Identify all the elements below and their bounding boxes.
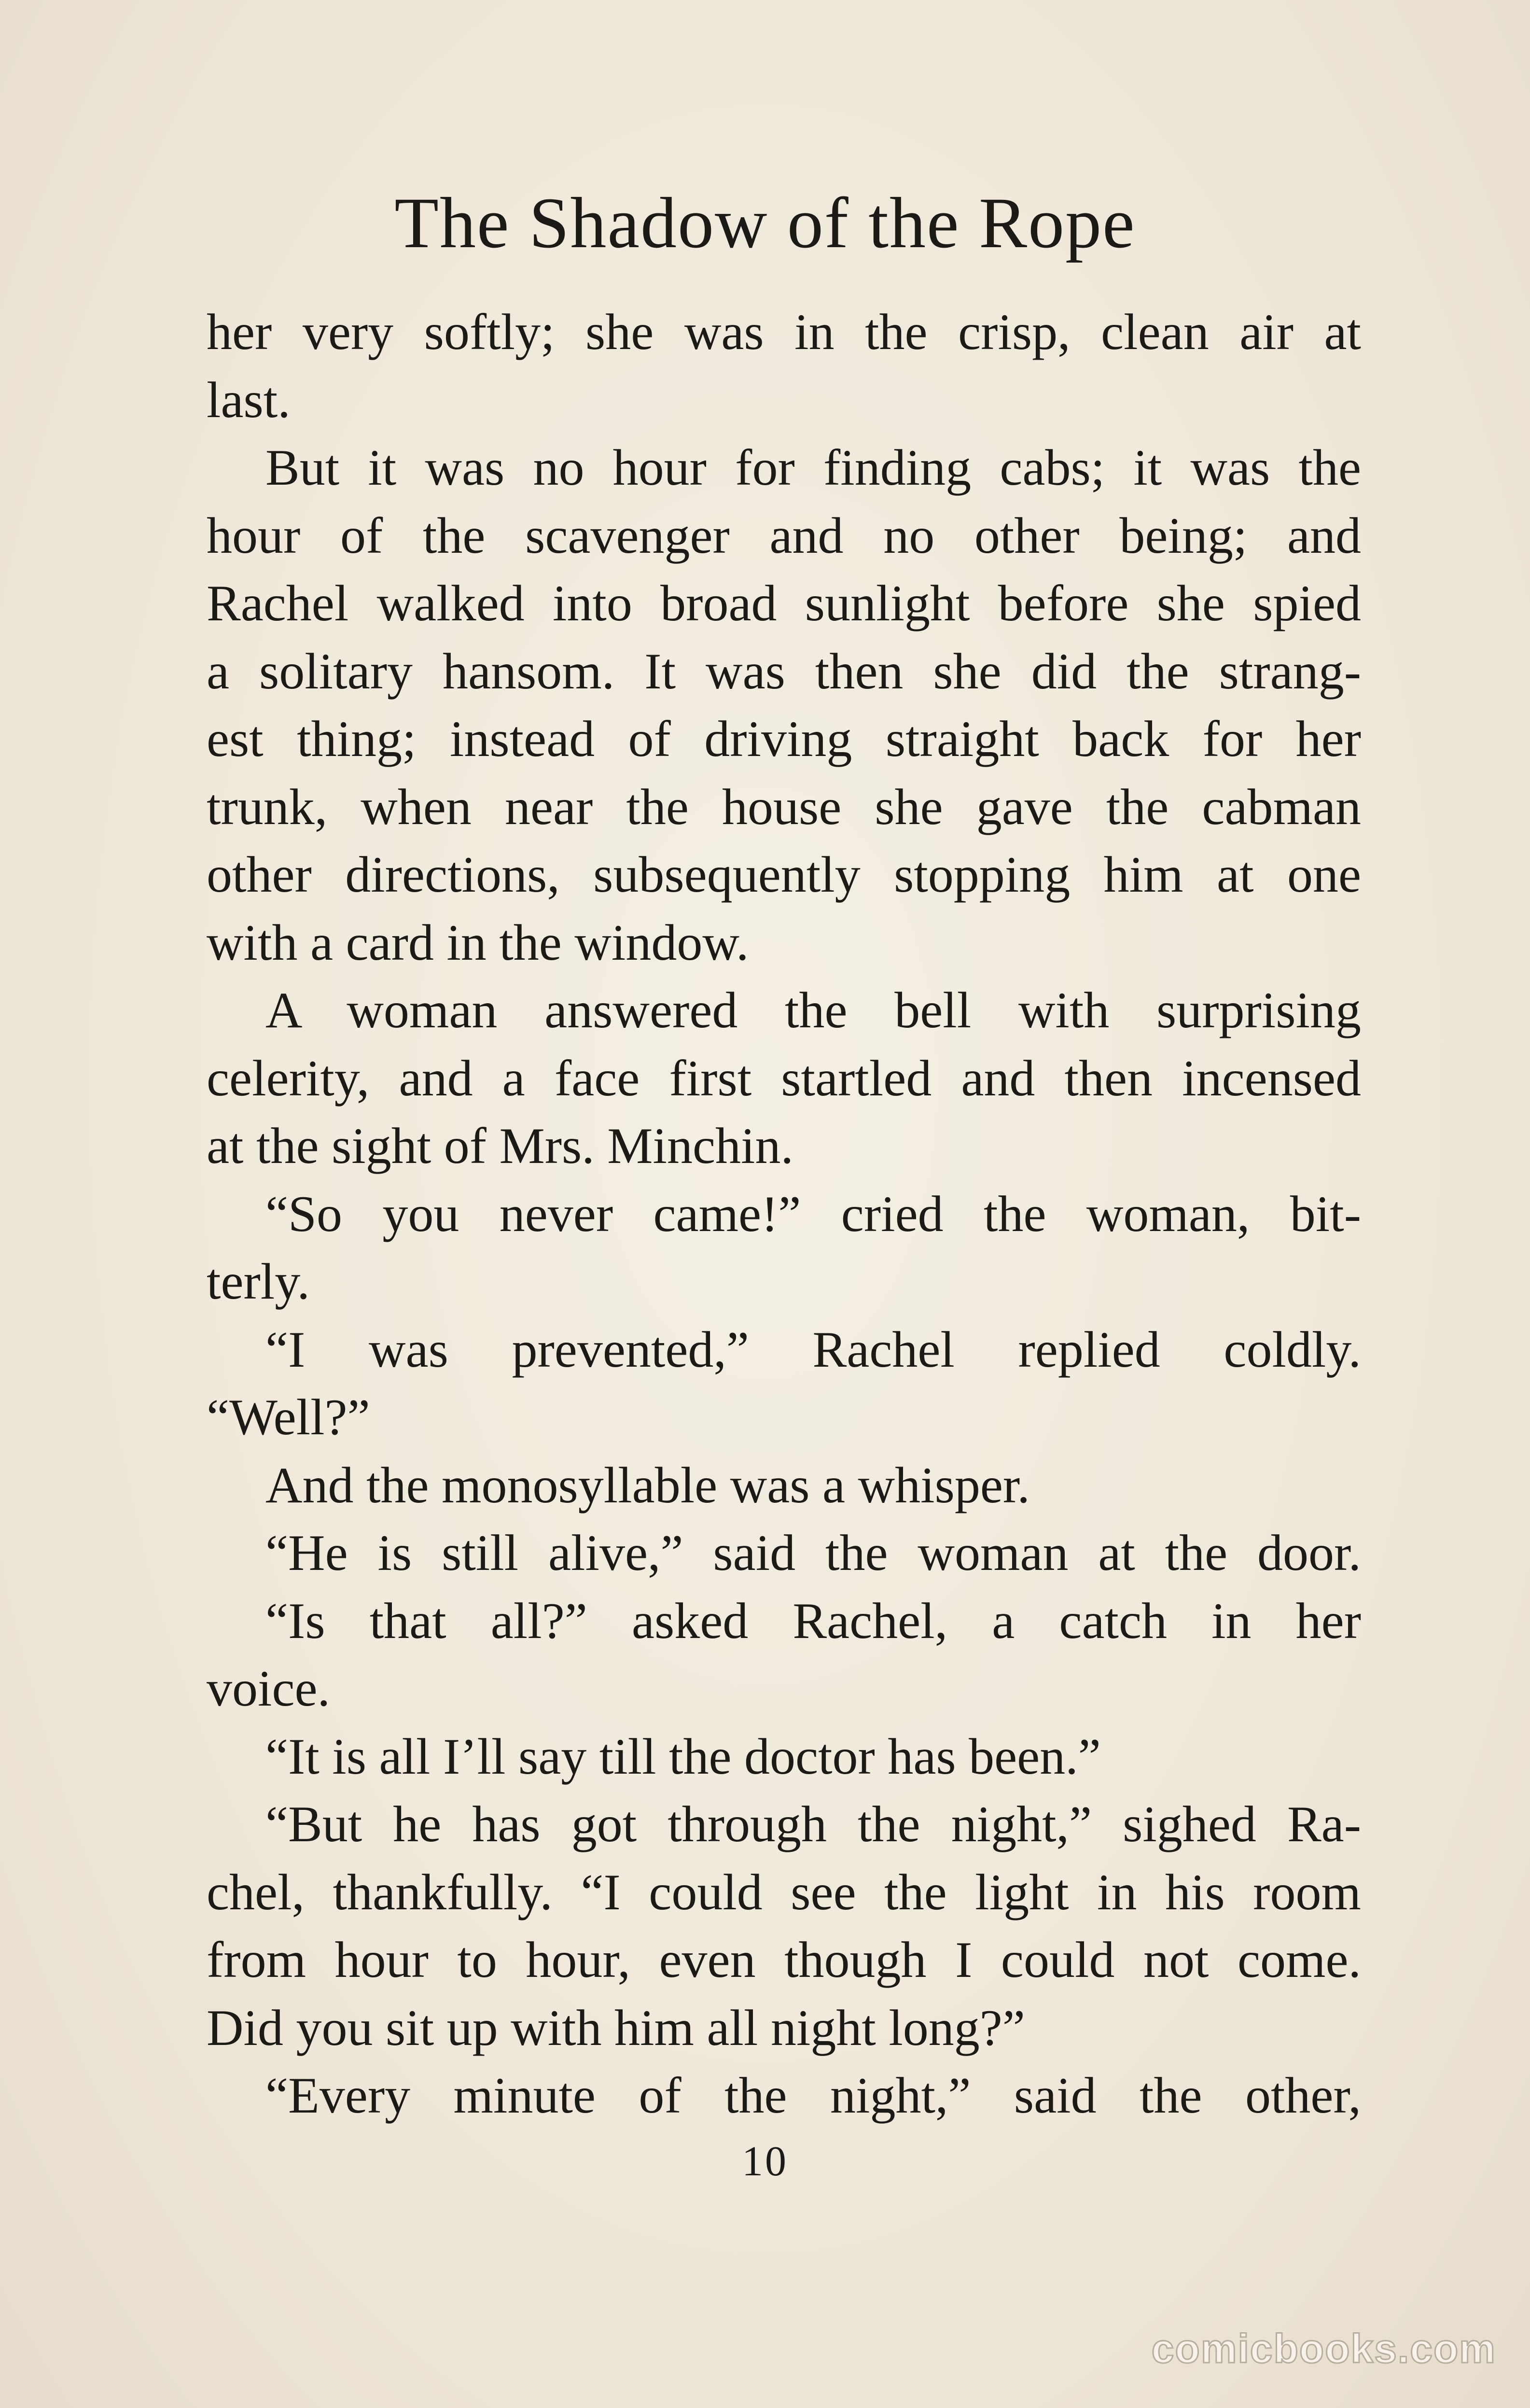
text-line: a solitary hansom. It was then she did the strang- xyxy=(207,643,1361,700)
running-head: The Shadow of the Rope xyxy=(394,183,1136,263)
text-line: at the sight of Mrs. Minchin. xyxy=(207,1118,793,1174)
text-line: “I was prevented,” Rachel replied coldly. xyxy=(265,1321,1361,1378)
watermark: comicbooks.com xyxy=(1151,2326,1496,2371)
text-line: trunk, when near the house she gave the cabman xyxy=(207,778,1361,835)
text-line: hour of the scavenger and no other being; and xyxy=(207,507,1361,564)
text-line: from hour to hour, even though I could not come. xyxy=(207,1932,1361,1988)
text-line: “Is that all?” asked Rachel, a catch in her xyxy=(265,1592,1361,1649)
text-line: “Every minute of the night,” said the other, xyxy=(265,2067,1361,2124)
text-line: est thing; instead of driving straight back for her xyxy=(207,711,1361,767)
text-line: “But he has got through the night,” sighed Ra- xyxy=(265,1796,1361,1852)
text-line: other directions, subsequently stopping him at one xyxy=(207,846,1361,903)
text-line: And the monosyllable was a whisper. xyxy=(265,1456,1030,1513)
text-line: “He is still alive,” said the woman at the door. xyxy=(265,1525,1361,1581)
text-line: “It is all I’ll say till the doctor has been.” xyxy=(265,1728,1101,1785)
text-line: A woman answered the bell with surprising xyxy=(265,982,1361,1038)
text-line: chel, thankfully. “I could see the light in his room xyxy=(207,1863,1361,1920)
text-line: her very softly; she was in the crisp, clean air at xyxy=(207,304,1361,360)
text-line: “So you never came!” cried the woman, bit- xyxy=(265,1185,1361,1242)
text-line: terly. xyxy=(207,1253,310,1310)
body-text xyxy=(207,298,1361,2130)
text-line: But it was no hour for finding cabs; it was the xyxy=(265,439,1361,496)
text-line: “Well?” xyxy=(207,1389,370,1445)
text-line: celerity, and a face first startled and then incensed xyxy=(207,1050,1361,1106)
text-line: voice. xyxy=(207,1660,331,1717)
text-line: with a card in the window. xyxy=(207,914,749,971)
text-line: last. xyxy=(207,371,291,428)
text-line: Rachel walked into broad sunlight before she spied xyxy=(207,575,1361,631)
text-line: Did you sit up with him all night long?” xyxy=(207,1999,1025,2056)
page-number: 10 xyxy=(742,2138,788,2185)
